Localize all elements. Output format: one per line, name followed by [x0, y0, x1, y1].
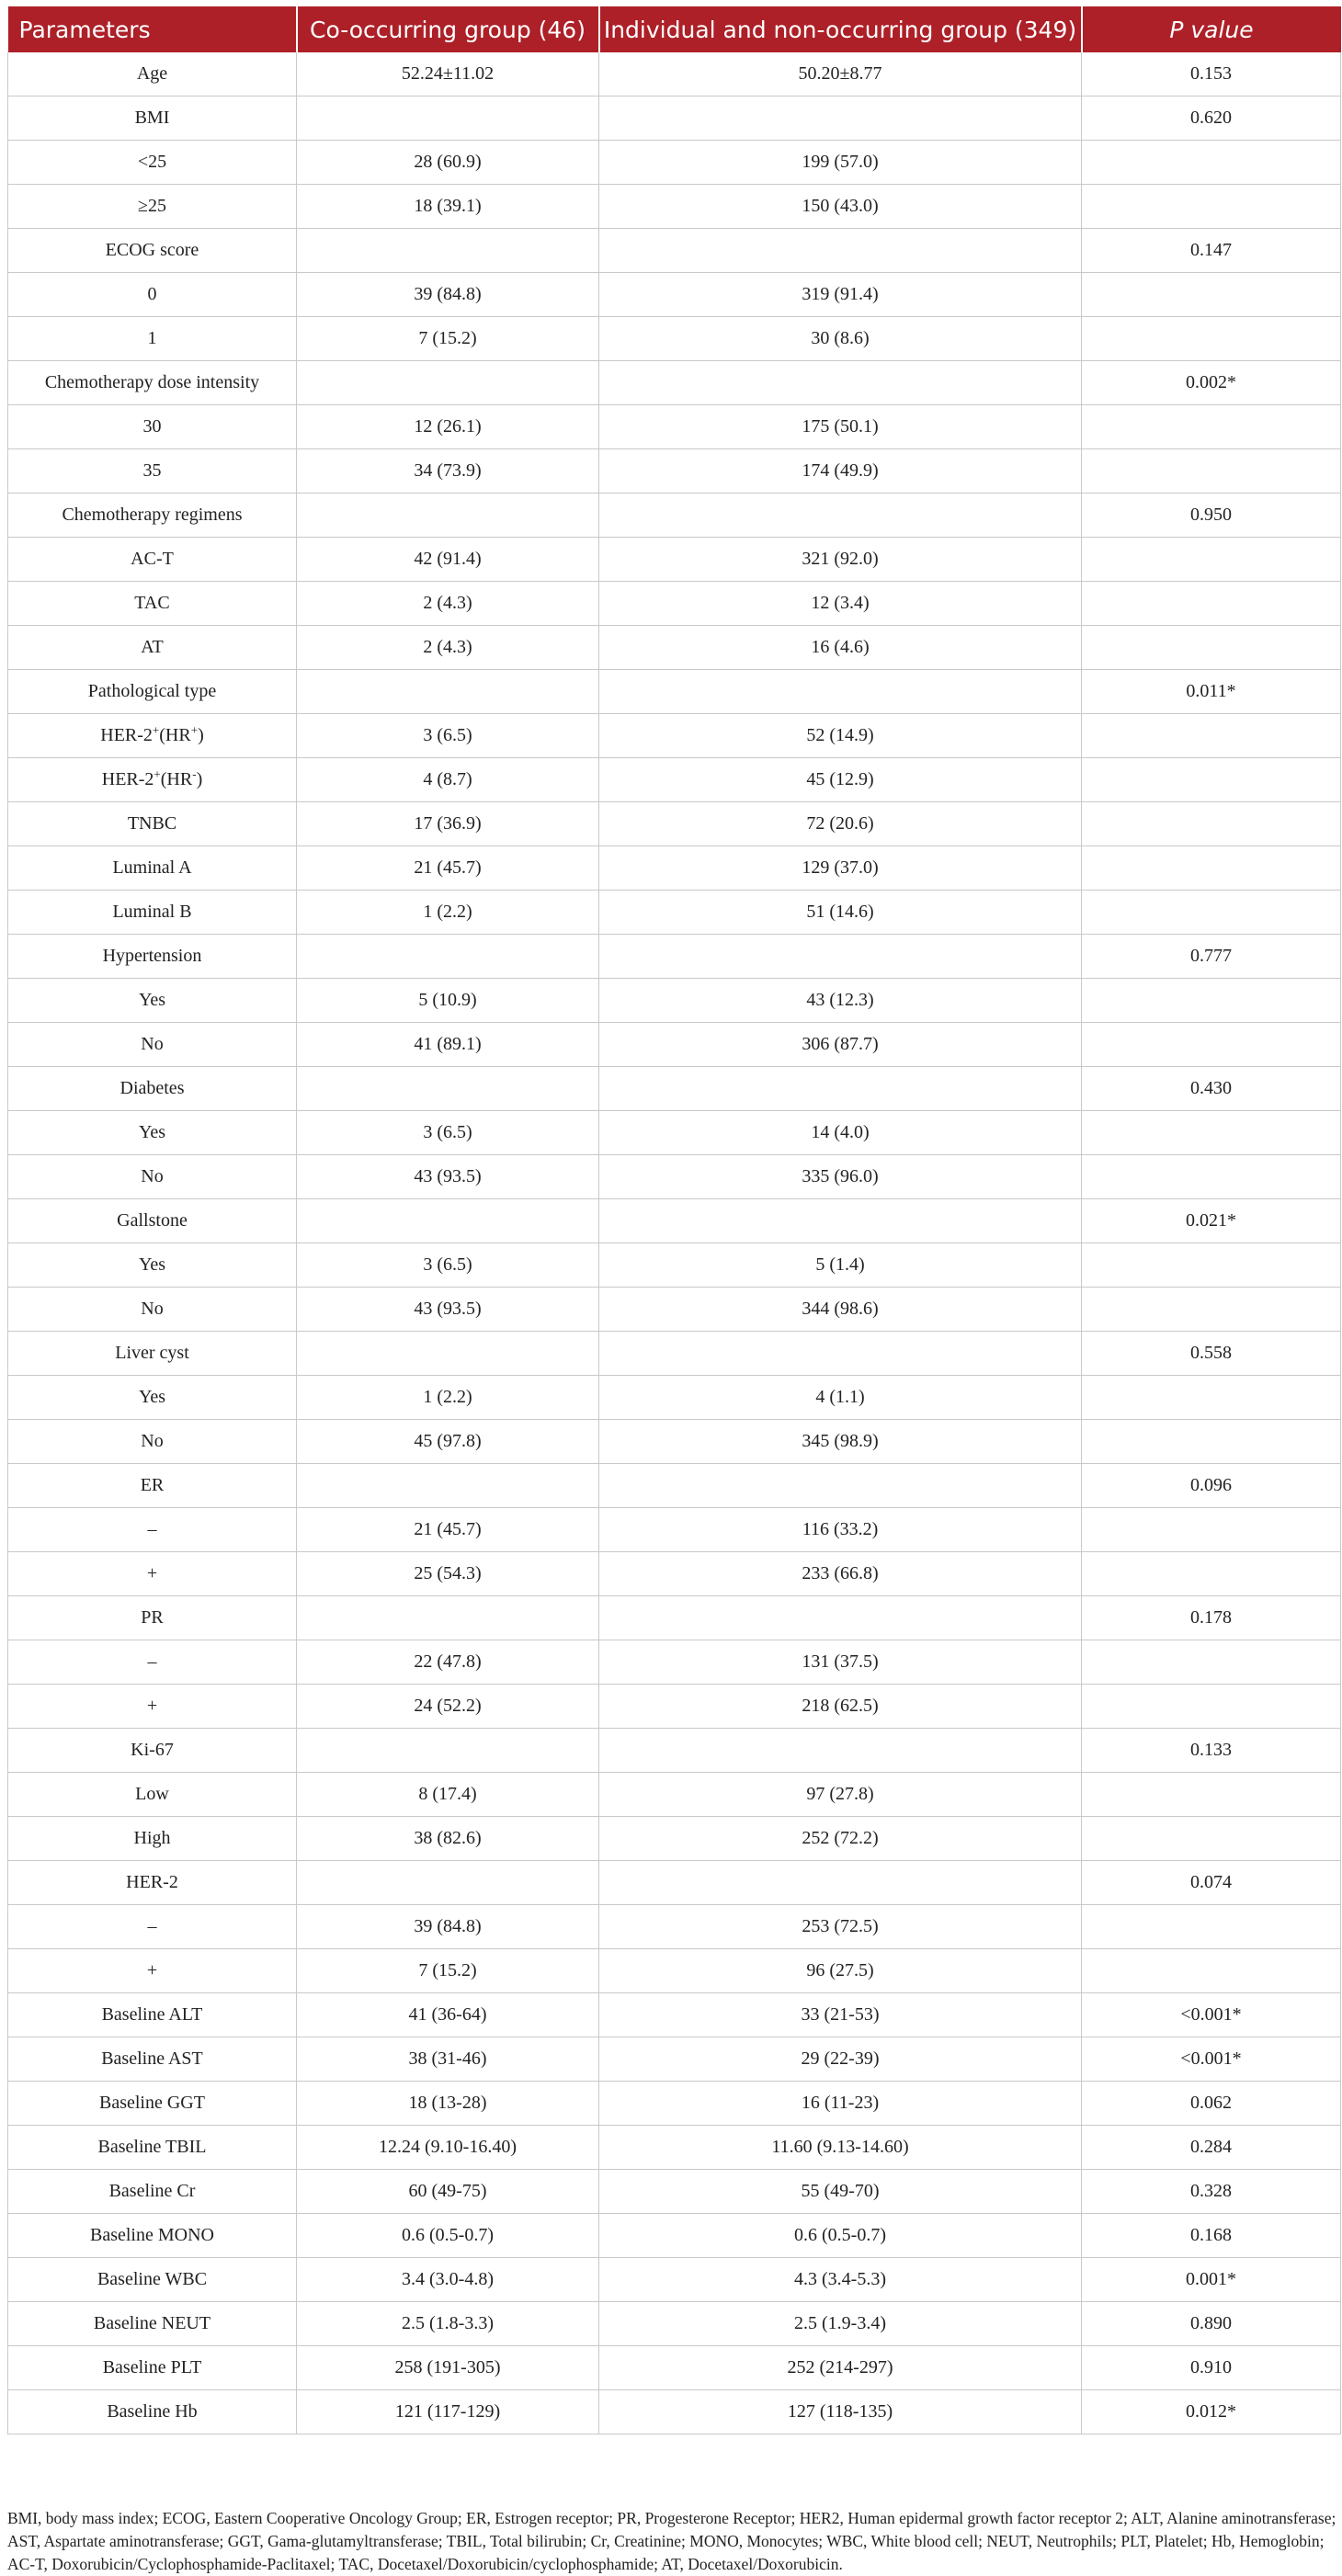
table-row: [8, 1464, 1341, 1508]
p-value-cell: [1082, 758, 1341, 802]
table-row: [8, 2346, 1341, 2390]
table-row: [8, 979, 1341, 1023]
p-value-cell: [1082, 1420, 1341, 1464]
co-occurring-cell: 17 (36.9): [297, 802, 599, 846]
table-row: [8, 1861, 1341, 1905]
parameter-cell: Yes: [8, 1111, 297, 1155]
p-value-cell: 0.011*: [1082, 670, 1341, 714]
co-occurring-cell: 8 (17.4): [297, 1773, 599, 1817]
p-value-cell: [1082, 979, 1341, 1023]
parameter-cell: BMI: [8, 96, 297, 141]
p-value-cell: <0.001*: [1082, 1993, 1341, 2037]
table-row: [8, 846, 1341, 891]
p-value-cell: 0.558: [1082, 1332, 1341, 1376]
individual-cell: 252 (214-297): [599, 2346, 1082, 2390]
p-value-cell: [1082, 1552, 1341, 1596]
parameter-cell: +: [8, 1949, 297, 1993]
co-occurring-cell: 60 (49-75): [297, 2170, 599, 2214]
table-row: [8, 1596, 1341, 1640]
p-value-cell: [1082, 582, 1341, 626]
table-row: [8, 1905, 1341, 1949]
individual-cell: [599, 96, 1082, 141]
co-occurring-cell: 258 (191-305): [297, 2346, 599, 2390]
p-value-cell: 0.910: [1082, 2346, 1341, 2390]
parameter-cell: Baseline NEUT: [8, 2302, 297, 2346]
table-row: [8, 582, 1341, 626]
table-row: [8, 494, 1341, 538]
table-row: [8, 2258, 1341, 2302]
parameter-cell: Chemotherapy regimens: [8, 494, 297, 538]
table-row: [8, 317, 1341, 361]
table-row: [8, 2170, 1341, 2214]
p-value-cell: 0.777: [1082, 935, 1341, 979]
co-occurring-cell: 42 (91.4): [297, 538, 599, 582]
individual-cell: 52 (14.9): [599, 714, 1082, 758]
parameter-cell: Baseline Hb: [8, 2390, 297, 2434]
co-occurring-cell: 3 (6.5): [297, 1111, 599, 1155]
individual-cell: 175 (50.1): [599, 405, 1082, 449]
p-value-cell: [1082, 273, 1341, 317]
p-value-cell: 0.284: [1082, 2126, 1341, 2170]
individual-cell: 218 (62.5): [599, 1685, 1082, 1729]
individual-cell: [599, 1596, 1082, 1640]
p-value-cell: [1082, 185, 1341, 229]
p-value-cell: 0.021*: [1082, 1199, 1341, 1243]
parameter-cell: AC-T: [8, 538, 297, 582]
table-body: [8, 52, 1341, 2434]
individual-cell: 12 (3.4): [599, 582, 1082, 626]
p-value-cell: [1082, 405, 1341, 449]
co-occurring-cell: 12 (26.1): [297, 405, 599, 449]
individual-cell: [599, 1332, 1082, 1376]
co-occurring-cell: [297, 229, 599, 273]
p-value-cell: 0.153: [1082, 52, 1341, 96]
parameter-cell: No: [8, 1155, 297, 1199]
table-row: [8, 1111, 1341, 1155]
table-row: [8, 935, 1341, 979]
table-row: [8, 1155, 1341, 1199]
co-occurring-cell: 1 (2.2): [297, 1376, 599, 1420]
individual-cell: 55 (49-70): [599, 2170, 1082, 2214]
parameter-cell: 35: [8, 449, 297, 494]
co-occurring-cell: 7 (15.2): [297, 317, 599, 361]
individual-cell: 11.60 (9.13-14.60): [599, 2126, 1082, 2170]
table-row: [8, 1773, 1341, 1817]
p-value-cell: [1082, 1376, 1341, 1420]
header-parameters: Parameters: [8, 6, 297, 52]
p-value-cell: [1082, 1949, 1341, 1993]
individual-cell: 345 (98.9): [599, 1420, 1082, 1464]
table-row: [8, 1288, 1341, 1332]
table-row: [8, 361, 1341, 405]
parameter-cell: High: [8, 1817, 297, 1861]
co-occurring-cell: 39 (84.8): [297, 1905, 599, 1949]
individual-cell: [599, 229, 1082, 273]
co-occurring-cell: 25 (54.3): [297, 1552, 599, 1596]
co-occurring-cell: [297, 935, 599, 979]
co-occurring-cell: 39 (84.8): [297, 273, 599, 317]
individual-cell: 129 (37.0): [599, 846, 1082, 891]
individual-cell: 4 (1.1): [599, 1376, 1082, 1420]
p-value-cell: [1082, 1023, 1341, 1067]
table-row: [8, 891, 1341, 935]
p-value-cell: 0.168: [1082, 2214, 1341, 2258]
parameter-cell: Baseline Cr: [8, 2170, 297, 2214]
individual-cell: [599, 1199, 1082, 1243]
table-row: [8, 2037, 1341, 2082]
table-row: [8, 758, 1341, 802]
individual-cell: [599, 1729, 1082, 1773]
parameter-cell: –: [8, 1905, 297, 1949]
parameter-cell: Baseline AST: [8, 2037, 297, 2082]
parameter-cell: Pathological type: [8, 670, 297, 714]
parameter-cell: ≥25: [8, 185, 297, 229]
p-value-cell: <0.001*: [1082, 2037, 1341, 2082]
co-occurring-cell: 41 (89.1): [297, 1023, 599, 1067]
individual-cell: 97 (27.8): [599, 1773, 1082, 1817]
parameter-cell: Low: [8, 1773, 297, 1817]
table-header: [8, 6, 1341, 52]
p-value-cell: 0.133: [1082, 1729, 1341, 1773]
p-value-cell: [1082, 317, 1341, 361]
table-row: [8, 714, 1341, 758]
parameter-cell: 0: [8, 273, 297, 317]
co-occurring-cell: 3 (6.5): [297, 714, 599, 758]
individual-cell: 252 (72.2): [599, 1817, 1082, 1861]
p-value-cell: [1082, 891, 1341, 935]
parameter-cell: ECOG score: [8, 229, 297, 273]
co-occurring-cell: 12.24 (9.10-16.40): [297, 2126, 599, 2170]
co-occurring-cell: 7 (15.2): [297, 1949, 599, 1993]
p-value-cell: [1082, 1243, 1341, 1288]
p-value-cell: [1082, 1155, 1341, 1199]
co-occurring-cell: [297, 1199, 599, 1243]
p-value-cell: 0.950: [1082, 494, 1341, 538]
parameter-cell: Baseline ALT: [8, 1993, 297, 2037]
p-value-cell: [1082, 1640, 1341, 1685]
co-occurring-cell: [297, 1861, 599, 1905]
header-individual: Individual and non-occurring group (349): [599, 6, 1082, 52]
parameter-cell: Luminal A: [8, 846, 297, 891]
p-value-cell: 0.062: [1082, 2082, 1341, 2126]
p-value-cell: 0.620: [1082, 96, 1341, 141]
individual-cell: 50.20±8.77: [599, 52, 1082, 96]
table-footnote: BMI, body mass index; ECOG, Eastern Cooperative Oncology Group; ER, Estrogen receptor; PR, Progesterone Receptor; HER2, Human epidermal growth factor receptor 2; ALT, Alanine aminotransferase; AST, Aspartate aminotransferase; GGT, Gama-glutamyltransferase; TBIL, Total bilirubin; Cr, Creatinine; MONO, Monocytes; WBC, White blood cell; NEUT, Neutrophils; PLT, Platelet; Hb, Hemoglobin; AC-T, Doxorubicin/Cyclophosphamide-Paclitaxel; TAC, Docetaxel/Doxorubicin/cyclophosphamide; AT, Docetaxel/Doxorubicin.: [7, 2509, 1336, 2573]
co-occurring-cell: 2.5 (1.8-3.3): [297, 2302, 599, 2346]
individual-cell: 0.6 (0.5-0.7): [599, 2214, 1082, 2258]
parameter-cell: No: [8, 1420, 297, 1464]
table-row: [8, 1376, 1341, 1420]
individual-cell: 43 (12.3): [599, 979, 1082, 1023]
p-value-cell: 0.012*: [1082, 2390, 1341, 2434]
table-row: [8, 229, 1341, 273]
individual-cell: [599, 1464, 1082, 1508]
parameter-cell: –: [8, 1640, 297, 1685]
co-occurring-cell: [297, 670, 599, 714]
parameter-cell: Yes: [8, 1376, 297, 1420]
individual-cell: 127 (118-135): [599, 2390, 1082, 2434]
p-value-cell: [1082, 1817, 1341, 1861]
parameter-cell: AT: [8, 626, 297, 670]
table-row: [8, 2082, 1341, 2126]
individual-cell: 72 (20.6): [599, 802, 1082, 846]
parameter-cell: Luminal B: [8, 891, 297, 935]
co-occurring-cell: 1 (2.2): [297, 891, 599, 935]
header-co-occurring: Co-occurring group (46): [297, 6, 599, 52]
parameter-cell: TAC: [8, 582, 297, 626]
header-p-value: P value: [1082, 6, 1341, 52]
p-value-cell: 0.096: [1082, 1464, 1341, 1508]
co-occurring-cell: 3 (6.5): [297, 1243, 599, 1288]
individual-cell: 2.5 (1.9-3.4): [599, 2302, 1082, 2346]
individual-cell: 150 (43.0): [599, 185, 1082, 229]
p-value-cell: 0.147: [1082, 229, 1341, 273]
table-row: [8, 1817, 1341, 1861]
p-value-cell: 0.178: [1082, 1596, 1341, 1640]
table-row: [8, 1949, 1341, 1993]
parameter-cell: Yes: [8, 1243, 297, 1288]
co-occurring-cell: 38 (82.6): [297, 1817, 599, 1861]
co-occurring-cell: 24 (52.2): [297, 1685, 599, 1729]
individual-cell: 306 (87.7): [599, 1023, 1082, 1067]
co-occurring-cell: [297, 1729, 599, 1773]
co-occurring-cell: 0.6 (0.5-0.7): [297, 2214, 599, 2258]
table-row: [8, 626, 1341, 670]
p-value-cell: [1082, 846, 1341, 891]
co-occurring-cell: 21 (45.7): [297, 846, 599, 891]
p-value-cell: 0.890: [1082, 2302, 1341, 2346]
co-occurring-cell: 3.4 (3.0-4.8): [297, 2258, 599, 2302]
baseline-characteristics-table: [7, 6, 1341, 2434]
individual-cell: 319 (91.4): [599, 273, 1082, 317]
parameter-cell: HER-2+(HR+): [8, 714, 297, 758]
parameter-cell: PR: [8, 1596, 297, 1640]
table-row: [8, 1729, 1341, 1773]
header-row: [8, 6, 1341, 52]
parameter-cell: TNBC: [8, 802, 297, 846]
co-occurring-cell: 34 (73.9): [297, 449, 599, 494]
p-value-cell: [1082, 1508, 1341, 1552]
co-occurring-cell: 21 (45.7): [297, 1508, 599, 1552]
parameter-cell: 30: [8, 405, 297, 449]
co-occurring-cell: [297, 494, 599, 538]
parameter-cell: Age: [8, 52, 297, 96]
individual-cell: 116 (33.2): [599, 1508, 1082, 1552]
table-row: [8, 1023, 1341, 1067]
table-row: [8, 2302, 1341, 2346]
p-value-cell: 0.001*: [1082, 2258, 1341, 2302]
individual-cell: [599, 494, 1082, 538]
co-occurring-cell: [297, 96, 599, 141]
individual-cell: 33 (21-53): [599, 1993, 1082, 2037]
parameter-cell: Baseline TBIL: [8, 2126, 297, 2170]
co-occurring-cell: 41 (36-64): [297, 1993, 599, 2037]
table-row: [8, 1067, 1341, 1111]
p-value-cell: [1082, 141, 1341, 185]
p-value-cell: [1082, 449, 1341, 494]
co-occurring-cell: 45 (97.8): [297, 1420, 599, 1464]
parameter-cell: Hypertension: [8, 935, 297, 979]
p-value-cell: [1082, 626, 1341, 670]
co-occurring-cell: 18 (13-28): [297, 2082, 599, 2126]
individual-cell: 131 (37.5): [599, 1640, 1082, 1685]
p-value-cell: [1082, 1288, 1341, 1332]
parameter-cell: No: [8, 1288, 297, 1332]
co-occurring-cell: 22 (47.8): [297, 1640, 599, 1685]
table-row: [8, 405, 1341, 449]
table-row: [8, 273, 1341, 317]
parameter-cell: Baseline WBC: [8, 2258, 297, 2302]
parameter-cell: Liver cyst: [8, 1332, 297, 1376]
p-value-cell: 0.074: [1082, 1861, 1341, 1905]
p-value-cell: 0.328: [1082, 2170, 1341, 2214]
p-value-cell: 0.002*: [1082, 361, 1341, 405]
individual-cell: [599, 361, 1082, 405]
individual-cell: 174 (49.9): [599, 449, 1082, 494]
parameter-cell: ER: [8, 1464, 297, 1508]
individual-cell: 5 (1.4): [599, 1243, 1082, 1288]
table-row: [8, 52, 1341, 96]
parameter-cell: HER-2: [8, 1861, 297, 1905]
parameter-cell: Yes: [8, 979, 297, 1023]
co-occurring-cell: 18 (39.1): [297, 185, 599, 229]
individual-cell: 14 (4.0): [599, 1111, 1082, 1155]
co-occurring-cell: [297, 1596, 599, 1640]
parameter-cell: Chemotherapy dose intensity: [8, 361, 297, 405]
individual-cell: 4.3 (3.4-5.3): [599, 2258, 1082, 2302]
p-value-cell: [1082, 1111, 1341, 1155]
individual-cell: 29 (22-39): [599, 2037, 1082, 2082]
individual-cell: 344 (98.6): [599, 1288, 1082, 1332]
individual-cell: 16 (11-23): [599, 2082, 1082, 2126]
individual-cell: [599, 1861, 1082, 1905]
table-row: [8, 96, 1341, 141]
table-row: [8, 2390, 1341, 2434]
co-occurring-cell: 4 (8.7): [297, 758, 599, 802]
table-row: [8, 1332, 1341, 1376]
table-row: [8, 1685, 1341, 1729]
table-row: [8, 185, 1341, 229]
parameter-cell: Baseline MONO: [8, 2214, 297, 2258]
table-row: [8, 2214, 1341, 2258]
p-value-cell: [1082, 802, 1341, 846]
individual-cell: [599, 935, 1082, 979]
co-occurring-cell: 121 (117-129): [297, 2390, 599, 2434]
p-value-cell: [1082, 1773, 1341, 1817]
parameter-cell: Diabetes: [8, 1067, 297, 1111]
individual-cell: 199 (57.0): [599, 141, 1082, 185]
p-value-cell: 0.430: [1082, 1067, 1341, 1111]
individual-cell: 321 (92.0): [599, 538, 1082, 582]
individual-cell: 16 (4.6): [599, 626, 1082, 670]
co-occurring-cell: [297, 1332, 599, 1376]
table-row: [8, 1199, 1341, 1243]
table-container: [7, 6, 1340, 2434]
co-occurring-cell: 38 (31-46): [297, 2037, 599, 2082]
parameter-cell: <25: [8, 141, 297, 185]
individual-cell: 45 (12.9): [599, 758, 1082, 802]
parameter-cell: –: [8, 1508, 297, 1552]
p-value-cell: [1082, 1685, 1341, 1729]
p-value-cell: [1082, 538, 1341, 582]
co-occurring-cell: 5 (10.9): [297, 979, 599, 1023]
p-value-cell: [1082, 714, 1341, 758]
co-occurring-cell: 52.24±11.02: [297, 52, 599, 96]
table-row: [8, 449, 1341, 494]
table-row: [8, 1508, 1341, 1552]
parameter-cell: Gallstone: [8, 1199, 297, 1243]
parameter-cell: 1: [8, 317, 297, 361]
co-occurring-cell: [297, 1464, 599, 1508]
table-row: [8, 802, 1341, 846]
individual-cell: [599, 1067, 1082, 1111]
co-occurring-cell: 28 (60.9): [297, 141, 599, 185]
parameter-cell: +: [8, 1685, 297, 1729]
table-row: [8, 538, 1341, 582]
parameter-cell: Baseline PLT: [8, 2346, 297, 2390]
parameter-cell: Baseline GGT: [8, 2082, 297, 2126]
table-row: [8, 1640, 1341, 1685]
co-occurring-cell: [297, 361, 599, 405]
parameter-cell: HER-2+(HR-): [8, 758, 297, 802]
individual-cell: 51 (14.6): [599, 891, 1082, 935]
individual-cell: 253 (72.5): [599, 1905, 1082, 1949]
table-row: [8, 141, 1341, 185]
table-row: [8, 1243, 1341, 1288]
individual-cell: 335 (96.0): [599, 1155, 1082, 1199]
table-row: [8, 1420, 1341, 1464]
parameter-cell: Ki-67: [8, 1729, 297, 1773]
table-row: [8, 670, 1341, 714]
table-row: [8, 2126, 1341, 2170]
co-occurring-cell: [297, 1067, 599, 1111]
table-row: [8, 1552, 1341, 1596]
co-occurring-cell: 43 (93.5): [297, 1155, 599, 1199]
parameter-cell: +: [8, 1552, 297, 1596]
individual-cell: [599, 670, 1082, 714]
parameter-cell: No: [8, 1023, 297, 1067]
co-occurring-cell: 2 (4.3): [297, 626, 599, 670]
p-value-cell: [1082, 1905, 1341, 1949]
individual-cell: 30 (8.6): [599, 317, 1082, 361]
co-occurring-cell: 2 (4.3): [297, 582, 599, 626]
individual-cell: 233 (66.8): [599, 1552, 1082, 1596]
table-row: [8, 1993, 1341, 2037]
individual-cell: 96 (27.5): [599, 1949, 1082, 1993]
co-occurring-cell: 43 (93.5): [297, 1288, 599, 1332]
